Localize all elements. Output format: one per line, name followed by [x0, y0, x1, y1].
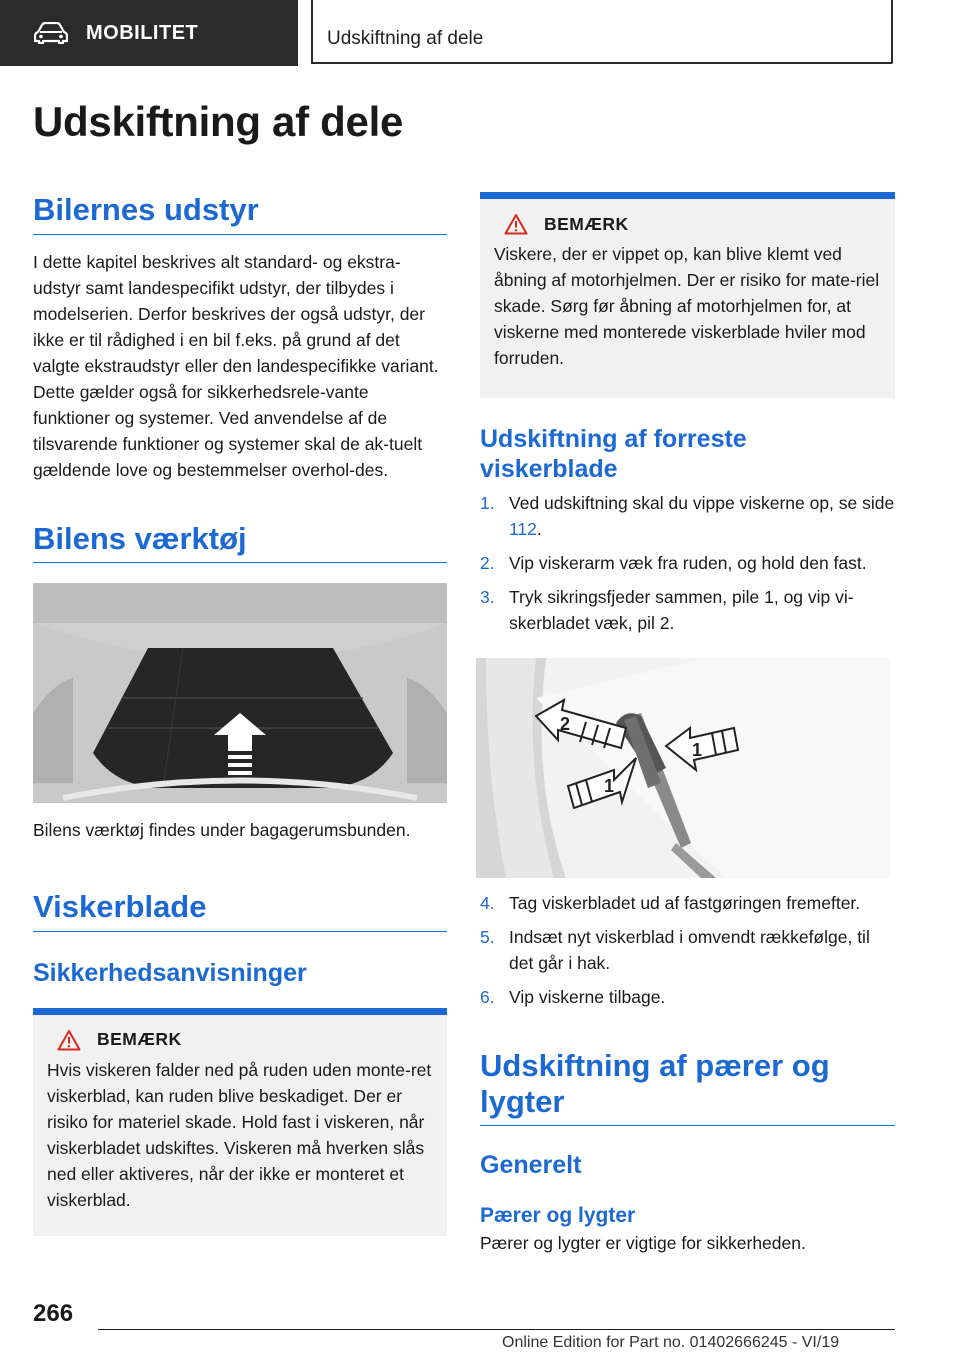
heading-wipers: Viskerblade — [33, 889, 447, 932]
list-item: 1. Ved udskiftning skal du vippe viskerne op, se side 112. — [480, 493, 895, 539]
paragraph-bulbs: Pærer og lygter er vigtige for sikkerheden. — [480, 1233, 806, 1254]
warning-icon — [504, 213, 528, 235]
notice-box-left — [33, 1008, 447, 1236]
svg-text:2: 2 — [560, 714, 571, 734]
header-chapter-tab — [311, 0, 893, 64]
footer-divider — [98, 1329, 895, 1330]
list-item: 5. Indsæt nyt viskerblad i omvendt rækkefølge, til det går i hak. — [480, 927, 870, 973]
tools-caption: Bilens værktøj findes under bagagerumsbunden. — [33, 820, 411, 841]
header-section-label: MOBILITET — [86, 21, 199, 44]
notice-title: BEMÆRK — [544, 213, 629, 234]
heading-bulbs-sub: Pærer og lygter — [480, 1204, 636, 1228]
steps-list-a — [480, 490, 895, 636]
list-item: 2. Vip viskerarm væk fra ruden, og hold den fast. — [480, 553, 867, 573]
left-column — [33, 188, 447, 1236]
footer-edition: Online Edition for Part no. 01402666245 - VI/19 — [502, 1334, 840, 1351]
header-section-tab — [0, 0, 298, 66]
car-icon — [34, 22, 68, 44]
wiper-illustration — [476, 658, 891, 878]
svg-text:1: 1 — [604, 776, 615, 796]
notice-title: BEMÆRK — [97, 1029, 182, 1050]
right-column — [480, 192, 895, 1256]
notice-text: Viskere, der er vippet op, kan blive klemt ved åbning af motorhjelmen. Der er risiko for mate-riel skade. Sørg før åbning af motorhjelmen for, at viskerne med monterede viskerblade hviler mod forruden. — [494, 244, 880, 368]
list-item: 6. Vip viskerne tilbage. — [480, 987, 666, 1007]
header-chapter-label: Udskiftning af dele — [327, 28, 484, 49]
svg-text:1: 1 — [692, 740, 703, 760]
heading-safety: Sikkerhedsanvisninger — [33, 958, 307, 987]
notice-box-right — [480, 192, 895, 398]
heading-front-wipers: Udskiftning af forreste viskerblade — [480, 425, 747, 483]
trunk-tools-image — [33, 583, 447, 803]
list-item: 4. Tag viskerbladet ud af fastgøringen fremefter. — [480, 893, 861, 913]
heading-tools: Bilens værktøj — [33, 521, 447, 564]
page-number: 266 — [33, 1300, 74, 1327]
page-title: Udskiftning af dele — [33, 98, 404, 145]
heading-general: Generelt — [480, 1151, 582, 1180]
wiper-blade-image — [476, 658, 891, 878]
steps-list-b — [480, 890, 895, 1010]
notice-text: Hvis viskeren falder ned på ruden uden monte-ret viskerblad, kan ruden blive beskadiget. Der er risiko for materiel skade. Hold fast i viskeren, når viskerbladet udskiftes. Viskeren må hverken slås ned eller aktiveres, når der ikke er monteret et viskerblad. — [47, 1059, 432, 1210]
heading-equipment: Bilernes udstyr — [33, 192, 447, 235]
list-item: 3. Tryk sikringsfjeder sammen, pile 1, og vip vi-skerbladet væk, pil 2. — [480, 587, 854, 633]
paragraph-equipment: I dette kapitel beskrives alt standard- og ekstra-udstyr samt landespecifikt udstyr, der tilbydes i modelserien. Derfor beskrives der også udstyr, der ikke er til rådighed i en bil f.eks. på grund af det valgte ekstraudstyr eller den landespecifikke variant. Dette gælder også for sikkerhedsrele-vante funktioner og systemer. Ved anvendelse af de tilsvarende funktioner og systemer skal de ak-tuelt gældende love og bestemmelser overhol-des. — [33, 251, 439, 480]
page-link[interactable]: 112 — [509, 519, 537, 539]
warning-icon — [57, 1029, 81, 1051]
heading-bulbs: Udskiftning af pærer og lygter — [480, 1048, 895, 1126]
trunk-illustration — [33, 583, 447, 803]
